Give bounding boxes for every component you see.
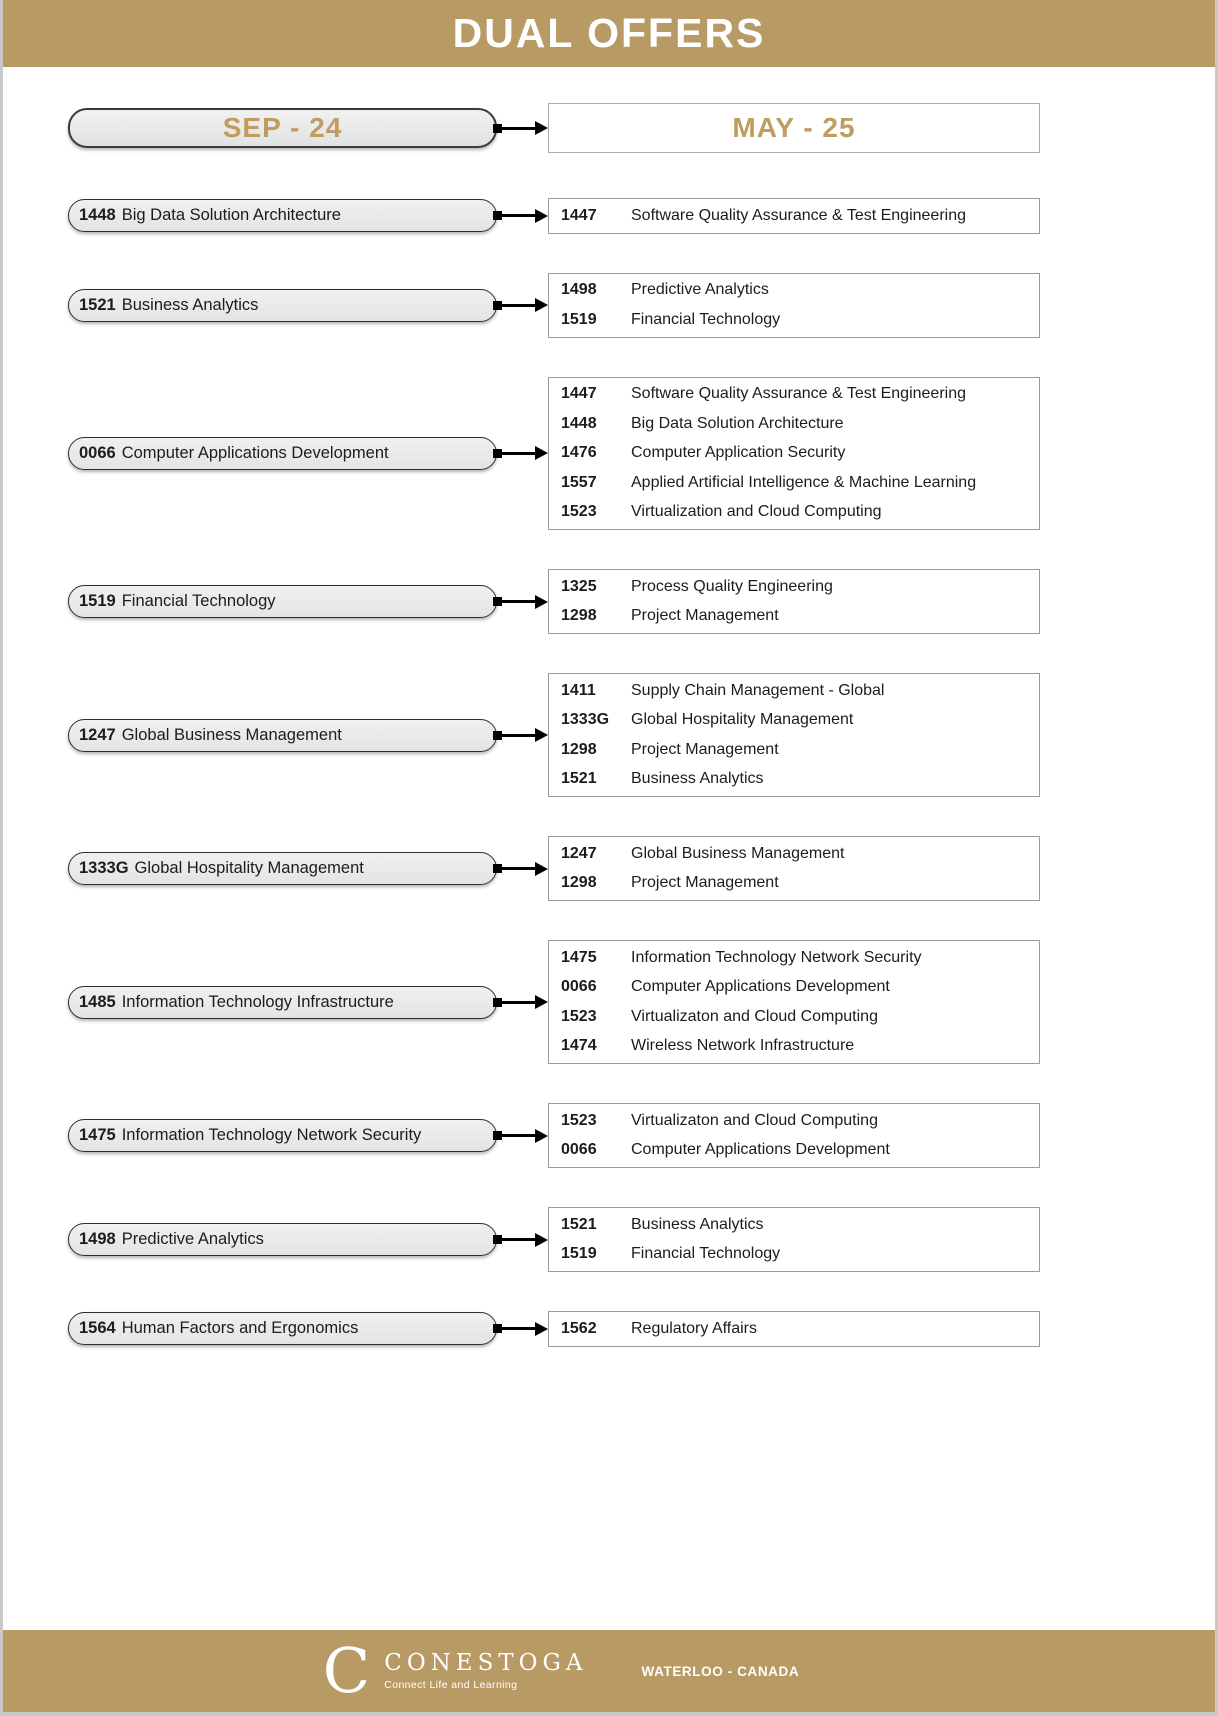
arrow-line: [502, 214, 535, 217]
source-name: Information Technology Infrastructure: [121, 992, 394, 1011]
column-headers: [68, 103, 1215, 153]
target-code: 1521: [561, 770, 597, 788]
target-name: Virtualizaton and Cloud Computing: [631, 1007, 878, 1025]
target-name: Financial Technology: [631, 310, 781, 328]
arrow-tail-square: [493, 597, 502, 606]
arrow-line: [502, 867, 535, 870]
target-line: [549, 1136, 1039, 1166]
target-box: [548, 1103, 1040, 1168]
target-name: Applied Artificial Intelligence & Machine Learning: [631, 473, 977, 491]
arrow-icon: [497, 862, 548, 876]
target-code: 1519: [561, 310, 597, 328]
target-name: Project Management: [631, 607, 779, 625]
brand-block: [384, 1651, 587, 1691]
target-name: Project Management: [631, 740, 779, 758]
source-code: 1448: [79, 206, 116, 225]
arrow-line: [502, 127, 535, 130]
arrow-icon: [497, 1322, 548, 1336]
target-line: [549, 735, 1039, 765]
source-code: 1564: [79, 1319, 116, 1338]
target-line: [549, 1106, 1039, 1136]
arrow-line: [502, 1327, 535, 1330]
source-pill: [68, 1312, 497, 1345]
target-box: [548, 569, 1040, 634]
arrow-tail-square: [493, 731, 502, 740]
target-line: [549, 305, 1039, 335]
target-line: [549, 765, 1039, 795]
target-line: [549, 439, 1039, 469]
conestoga-c-icon: C: [322, 1634, 371, 1707]
mapping-row: [68, 1207, 1215, 1272]
target-box: [548, 673, 1040, 797]
target-code: 1325: [561, 577, 597, 595]
source-code: 1333G: [79, 859, 129, 877]
source-pill: [68, 852, 497, 885]
target-code: 1521: [561, 1215, 597, 1233]
target-code: 0066: [561, 1141, 597, 1159]
source-code: 1485: [79, 992, 116, 1011]
source-code: 1521: [79, 295, 116, 314]
target-code: 1298: [561, 874, 597, 892]
source-code: 0066: [79, 443, 116, 462]
mapping-rows: [68, 198, 1215, 1347]
target-name: Software Quality Assurance & Test Engineering: [631, 206, 966, 224]
mapping-row: [68, 940, 1215, 1064]
column-header-sep24: SEP - 24: [68, 108, 497, 148]
arrow-head: [535, 298, 548, 312]
source-pill: [68, 437, 497, 470]
source-pill: [68, 289, 497, 322]
target-name: Computer Applications Development: [631, 1141, 890, 1159]
page-title: DUAL OFFERS: [452, 10, 766, 56]
target-name: Business Analytics: [631, 770, 764, 788]
target-name: Global Business Management: [631, 844, 845, 862]
footer-banner: [3, 1630, 1215, 1712]
target-line: [549, 468, 1039, 498]
target-box: [548, 198, 1040, 234]
target-code: 1476: [561, 444, 597, 462]
source-name: Predictive Analytics: [121, 1230, 264, 1248]
arrow-icon: [497, 298, 548, 312]
arrow-head: [535, 1233, 548, 1247]
mapping-row: [68, 198, 1215, 234]
mapping-row: [68, 273, 1215, 338]
target-code: 1448: [561, 414, 597, 432]
target-line: [549, 839, 1039, 869]
conestoga-logo: [322, 1634, 800, 1707]
arrow-line: [502, 1134, 535, 1137]
target-name: Virtualization and Cloud Computing: [631, 503, 882, 521]
arrow-tail-square: [493, 1235, 502, 1244]
arrow-icon: [497, 995, 548, 1009]
target-line: [549, 676, 1039, 706]
arrow-icon: [497, 595, 548, 609]
arrow-tail-square: [493, 449, 502, 458]
arrow-icon: [497, 446, 548, 460]
arrow-line: [502, 734, 535, 737]
arrow-tail-square: [493, 124, 502, 133]
source-name: Business Analytics: [121, 295, 259, 314]
arrow-head: [535, 121, 548, 135]
source-pill: [68, 585, 497, 618]
arrow-head: [535, 446, 548, 460]
target-code: 1519: [561, 1245, 597, 1263]
arrow-head: [535, 728, 548, 742]
arrow-head: [535, 595, 548, 609]
target-code: 1523: [561, 503, 597, 521]
target-code: 1447: [561, 206, 597, 224]
target-name: Information Technology Network Security: [631, 948, 922, 966]
source-code: 1498: [79, 1230, 116, 1248]
arrow-icon: [497, 728, 548, 742]
brand-tagline: Connect Life and Learning: [384, 1679, 518, 1692]
target-code: 1247: [561, 844, 597, 862]
arrow-icon: [497, 121, 548, 135]
target-line: [549, 1210, 1039, 1240]
target-line: [549, 498, 1039, 528]
source-name: Human Factors and Ergonomics: [121, 1319, 359, 1338]
target-line: [549, 1314, 1039, 1344]
mapping-row: [68, 377, 1215, 531]
source-pill: [68, 1223, 497, 1256]
target-name: Software Quality Assurance & Test Engineering: [631, 385, 966, 403]
target-name: Computer Applications Development: [631, 978, 890, 996]
mapping-row: [68, 836, 1215, 901]
target-box: [548, 1311, 1040, 1347]
source-pill: [68, 986, 497, 1019]
target-name: Regulatory Affairs: [631, 1319, 757, 1337]
target-line: [549, 869, 1039, 899]
target-name: Supply Chain Management - Global: [631, 681, 885, 699]
target-box: [548, 377, 1040, 531]
target-line: [549, 602, 1039, 632]
target-box: [548, 940, 1040, 1064]
target-box: [548, 836, 1040, 901]
target-name: Financial Technology: [631, 1245, 781, 1263]
column-header-may25: MAY - 25: [548, 103, 1040, 153]
source-pill: [68, 719, 497, 752]
arrow-tail-square: [493, 998, 502, 1007]
target-code: 1447: [561, 385, 597, 403]
arrow-icon: [497, 1129, 548, 1143]
arrow-line: [502, 1238, 535, 1241]
arrow-line: [502, 1001, 535, 1004]
arrow-line: [502, 304, 535, 307]
target-code: 1474: [561, 1037, 597, 1055]
target-code: 1523: [561, 1111, 597, 1129]
target-code: 1557: [561, 473, 597, 491]
target-line: [549, 706, 1039, 736]
source-name: Information Technology Network Security: [121, 1126, 422, 1144]
source-pill: [68, 1119, 497, 1152]
target-code: 1562: [561, 1319, 597, 1337]
diagram-canvas: [3, 103, 1215, 1347]
mapping-row: [68, 673, 1215, 797]
target-line: [549, 409, 1039, 439]
target-name: Computer Application Security: [631, 444, 846, 462]
mapping-row: [68, 1103, 1215, 1168]
target-box: [548, 273, 1040, 338]
target-name: Big Data Solution Architecture: [631, 414, 844, 432]
target-line: [549, 973, 1039, 1003]
arrow-head: [535, 209, 548, 223]
header-banner: [3, 0, 1215, 67]
target-line: [549, 1032, 1039, 1062]
mapping-row: [68, 569, 1215, 634]
target-line: [549, 276, 1039, 306]
arrow-icon: [497, 209, 548, 223]
source-code: 1475: [79, 1126, 116, 1144]
source-name: Big Data Solution Architecture: [121, 206, 341, 225]
source-name: Financial Technology: [121, 592, 276, 610]
target-code: 1333G: [561, 711, 610, 729]
arrow-tail-square: [493, 1131, 502, 1140]
target-code: 0066: [561, 978, 597, 996]
target-name: Predictive Analytics: [631, 281, 769, 299]
arrow-tail-square: [493, 301, 502, 310]
target-name: Wireless Network Infrastructure: [631, 1037, 855, 1055]
target-box: [548, 1207, 1040, 1272]
arrow-icon: [497, 1233, 548, 1247]
brand-name: CONESTOGA: [384, 1649, 588, 1676]
source-name: Global Hospitality Management: [134, 859, 364, 877]
campus-location: WATERLOO - CANADA: [641, 1663, 800, 1679]
arrow-line: [502, 600, 535, 603]
target-line: [549, 943, 1039, 973]
target-line: [549, 1240, 1039, 1270]
arrow-head: [535, 862, 548, 876]
arrow-tail-square: [493, 1324, 502, 1333]
target-line: [549, 572, 1039, 602]
target-line: [549, 380, 1039, 410]
arrow-tail-square: [493, 211, 502, 220]
arrow-head: [535, 1322, 548, 1336]
target-name: Global Hospitality Management: [631, 711, 854, 729]
source-pill: [68, 199, 497, 232]
target-name: Business Analytics: [631, 1215, 764, 1233]
target-code: 1411: [561, 681, 596, 699]
source-code: 1519: [79, 592, 116, 610]
arrow-tail-square: [493, 864, 502, 873]
target-line: [549, 1002, 1039, 1032]
target-name: Virtualizaton and Cloud Computing: [631, 1111, 878, 1129]
mapping-row: [68, 1311, 1215, 1347]
arrow-line: [502, 452, 535, 455]
target-code: 1498: [561, 281, 597, 299]
source-name: Global Business Management: [121, 725, 342, 744]
target-code: 1523: [561, 1007, 597, 1025]
target-name: Process Quality Engineering: [631, 577, 833, 595]
source-code: 1247: [79, 725, 116, 744]
target-line: [549, 201, 1039, 231]
arrow-head: [535, 995, 548, 1009]
source-name: Computer Applications Development: [121, 443, 389, 462]
target-code: 1298: [561, 740, 597, 758]
target-name: Project Management: [631, 874, 779, 892]
target-code: 1475: [561, 948, 597, 966]
arrow-head: [535, 1129, 548, 1143]
target-code: 1298: [561, 607, 597, 625]
